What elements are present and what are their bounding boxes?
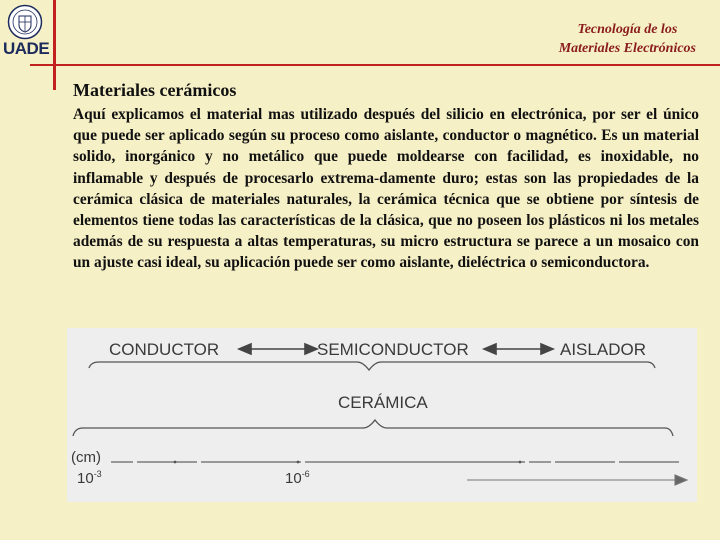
course-title-line-1: Tecnología de los [577,22,678,37]
tick-10e-6-base: 10 [285,470,302,487]
top-brace [89,362,655,370]
section-title: Materiales cerámicos [73,80,237,100]
label-semiconductor: SEMICONDUCTOR [317,340,469,359]
course-title [559,20,696,58]
label-ceramica: CERÁMICA [338,393,428,412]
double-arrow-right [484,344,553,354]
conductivity-scale-diagram [67,328,697,502]
university-seal-icon [7,4,43,40]
double-arrow-left [239,344,317,354]
course-title-line-2: Materiales Electrónicos [558,41,696,56]
conductivity-scale-figure [67,328,697,502]
scale-arrow [467,475,687,485]
ceramica-brace [73,420,673,436]
tick-10e-6-exp: -6 [301,469,310,479]
label-aislador: AISLADOR [560,340,646,359]
label-conductor: CONDUCTOR [109,340,220,359]
logo-text: UADE [3,39,50,58]
red-horizontal-rule [30,64,720,66]
red-vertical-rule [53,0,56,90]
unit-label: (cm) [71,449,101,466]
tick-10e-3 [77,469,102,487]
tick-10e-6 [285,469,310,487]
tick-10e-3-base: 10 [77,470,94,487]
body-paragraph: Aquí explicamos el material mas utilizado después del silicio en electrónica, por ser el único que puede ser aplicado según su proceso como aislante, conductor o magnético. Es un material solido, inorgánico y no metálico que puede moldearse con facilidad, es inoxidable, no inflamable y después de procesarlo extrema-damente duro; estas son las propiedades de la cerámica clásica de materiales naturales, la cerámica técnica que se obtiene por síntesis de elementos tiene todas las características de la clásica, que no poseen los plásticos ni los metales además de su respuesta a altas temperaturas, su micro estructura se parece a un mosaico con un ajuste casi ideal, su aplicación puede ser como aislante, dieléctrica o semiconductora. [73,106,699,272]
tick-10e-3-exp: -3 [93,469,102,479]
